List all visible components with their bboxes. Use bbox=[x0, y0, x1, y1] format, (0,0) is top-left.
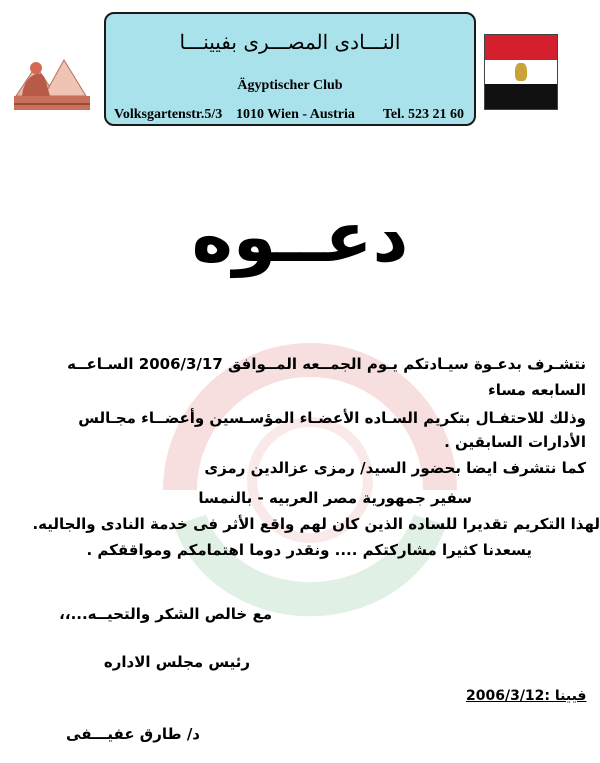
signatory-name: د/ طارق عفيـــفى bbox=[66, 725, 200, 743]
invitation-title: دعــوه bbox=[191, 196, 409, 278]
sphinx-pyramids-icon bbox=[10, 38, 94, 116]
date-line: فيينا :2006/3/12 bbox=[466, 688, 587, 704]
body-line: السابعه مساء bbox=[488, 381, 586, 399]
club-name-german: Ägyptischer Club bbox=[237, 78, 343, 93]
eagle-icon bbox=[515, 63, 527, 81]
body-line: وذلك للاحتفـال بتكريم السـاده الأعضـاء المؤسـسين وأعضــاء مجـالس bbox=[78, 409, 586, 427]
body-line: الأدارات السابقين . bbox=[444, 433, 586, 451]
egypt-flag bbox=[484, 34, 558, 110]
address-city: 1010 Wien - Austria bbox=[236, 107, 355, 122]
telephone: Tel. 523 21 60 bbox=[382, 107, 464, 122]
body-line: لهذا التكريم تقديرا للساده الذين كان لهم واقع الأثر فى خدمة النادى والجاليه. bbox=[32, 515, 600, 533]
flag-black-stripe bbox=[485, 84, 557, 109]
flag-red-stripe bbox=[485, 35, 557, 60]
address-street: Volksgartenstr.5/3 bbox=[114, 107, 223, 122]
closing-greeting: مع خالص الشكر والتحيــه...،، bbox=[59, 605, 272, 623]
signatory-title: رئيس مجلس الاداره bbox=[103, 653, 250, 671]
club-name-arabic: النـــادى المصـــرى بفيينـــا bbox=[179, 30, 401, 54]
body-line: سفير جمهورية مصر العربيه - بالنمسا bbox=[198, 489, 472, 507]
body-line: يسعدنا كثيرا مشاركتكم .... ونقدر دوما اهتمامكم ومواققكم . bbox=[86, 541, 532, 559]
club-header bbox=[104, 12, 476, 126]
body-line: نتشـرف بدعـوة سيـادتكم يـوم الجمــعه المــوافق 2006/3/17 السـاعــه bbox=[67, 355, 586, 373]
club-logo bbox=[10, 38, 94, 116]
club-watermark bbox=[150, 330, 470, 630]
body-line: كما نتشرف ايضا بحضور السيد/ رمزى عزالدين رمزى bbox=[204, 459, 586, 477]
watermark-emblem-icon bbox=[150, 330, 470, 630]
